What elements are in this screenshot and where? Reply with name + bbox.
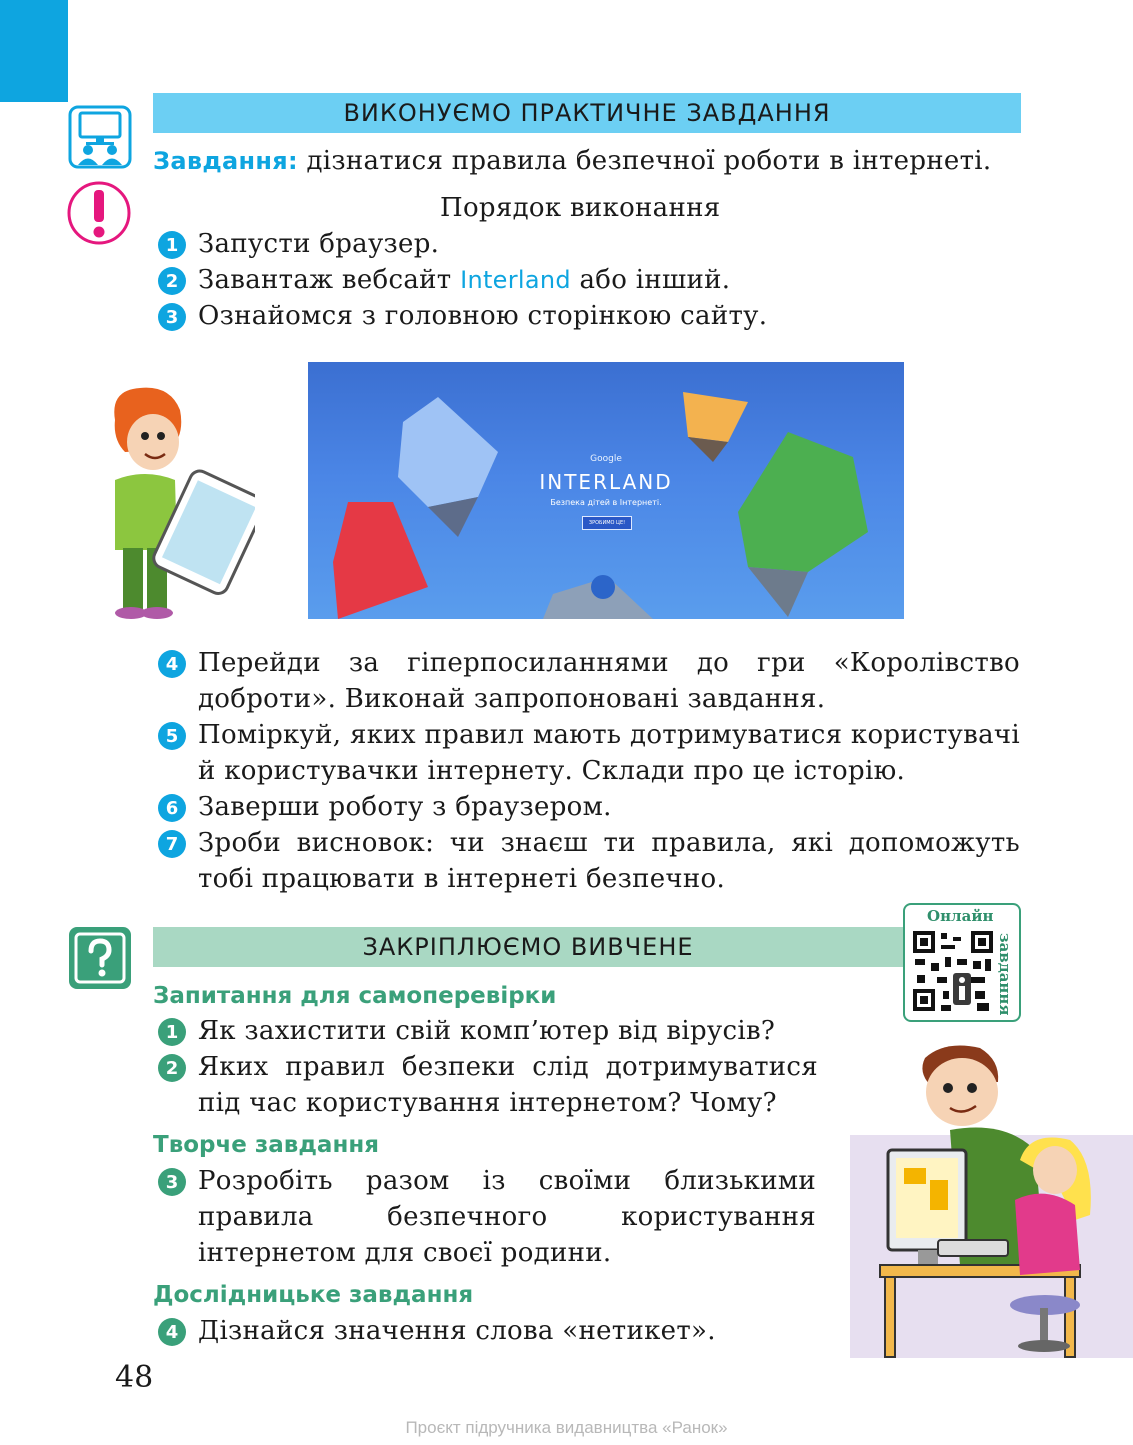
computer-people-icon <box>68 105 132 169</box>
procedure-title: Порядок виконання <box>440 193 721 223</box>
task-text: дізнатися правила безпечної роботи в інтернеті. <box>297 146 992 176</box>
research-number-4: 4 <box>158 1318 186 1346</box>
review-banner: ЗАКРІПЛЮЄМО ВИВЧЕНЕ <box>153 927 903 967</box>
creative-number-3: 3 <box>158 1168 186 1196</box>
tasks-side-label: завдання <box>996 933 1014 1016</box>
page-number: 48 <box>115 1360 154 1395</box>
step-number-7: 7 <box>158 830 186 858</box>
interland-screenshot <box>308 362 904 619</box>
step-number-1: 1 <box>158 231 186 259</box>
question-number-1: 1 <box>158 1018 186 1046</box>
boy-with-tablet-illustration <box>85 380 255 625</box>
interland-link[interactable]: Interland <box>460 266 571 294</box>
task-label: Завдання: <box>153 147 298 175</box>
online-label: Онлайн <box>927 907 994 925</box>
research-heading: Дослідницьке завдання <box>153 1282 474 1308</box>
step-number-2: 2 <box>158 267 186 295</box>
kids-at-computer-illustration <box>830 1040 1133 1358</box>
step-number-6: 6 <box>158 794 186 822</box>
screenshot-google-label: Google <box>590 454 622 464</box>
step-text-6: Заверши роботу з браузером. <box>198 792 612 822</box>
exclamation-icon <box>66 180 132 246</box>
research-text-4: Дізнайся значення слова «нетикет». <box>198 1316 716 1346</box>
step-text-1: Запусти браузер. <box>198 229 440 259</box>
step-text-4: Перейди за гіперпосиланнями до гри «Королівство доброти». Виконай запропоновані завдання. <box>198 648 1020 714</box>
question-icon <box>67 925 133 991</box>
step-text-2 <box>198 265 730 295</box>
publisher-footer: Проєкт підручника видавництва «Ранок» <box>405 1418 728 1437</box>
screenshot-subtitle: Безпека дітей в Інтернеті. <box>550 498 662 507</box>
question-text-1: Як захистити свій комп’ютер від вірусів? <box>198 1016 776 1046</box>
self-check-heading: Запитання для самоперевірки <box>153 983 557 1009</box>
question-text-2: Яких правил безпеки слід дотримуватися під час користування інтернетом? Чому? <box>198 1052 818 1118</box>
creative-heading: Творче завдання <box>153 1132 379 1158</box>
page-corner-tab <box>0 0 68 102</box>
practice-banner: ВИКОНУЄМО ПРАКТИЧНЕ ЗАВДАННЯ <box>153 93 1021 133</box>
screenshot-title: INTERLAND <box>539 470 673 494</box>
step-text-5: Поміркуй, яких правил мають дотримуватися користувачі й користувачки інтернету. Склади про це історію. <box>198 720 1020 786</box>
step-number-5: 5 <box>158 722 186 750</box>
step-number-3: 3 <box>158 303 186 331</box>
step-number-4: 4 <box>158 650 186 678</box>
step-2-after: або інший. <box>570 265 731 295</box>
qr-code-icon[interactable] <box>911 929 995 1013</box>
task-line <box>153 146 991 176</box>
step-text-3: Ознайомся з головною сторінкою сайту. <box>198 301 768 331</box>
step-text-7: Зроби висновок: чи знаєш ти правила, які допоможуть тобі працювати в інтернеті безпечно. <box>198 828 1020 894</box>
step-2-before: Завантаж вебсайт <box>198 265 461 295</box>
creative-text-3: Розробіть разом із своїми близькими правила безпечного користування інтернетом для своєї родини. <box>198 1166 816 1268</box>
question-number-2: 2 <box>158 1054 186 1082</box>
screenshot-play-button: ЗРОБИМО ЦЕ! <box>582 516 632 530</box>
online-tasks-box[interactable] <box>903 903 1021 1022</box>
